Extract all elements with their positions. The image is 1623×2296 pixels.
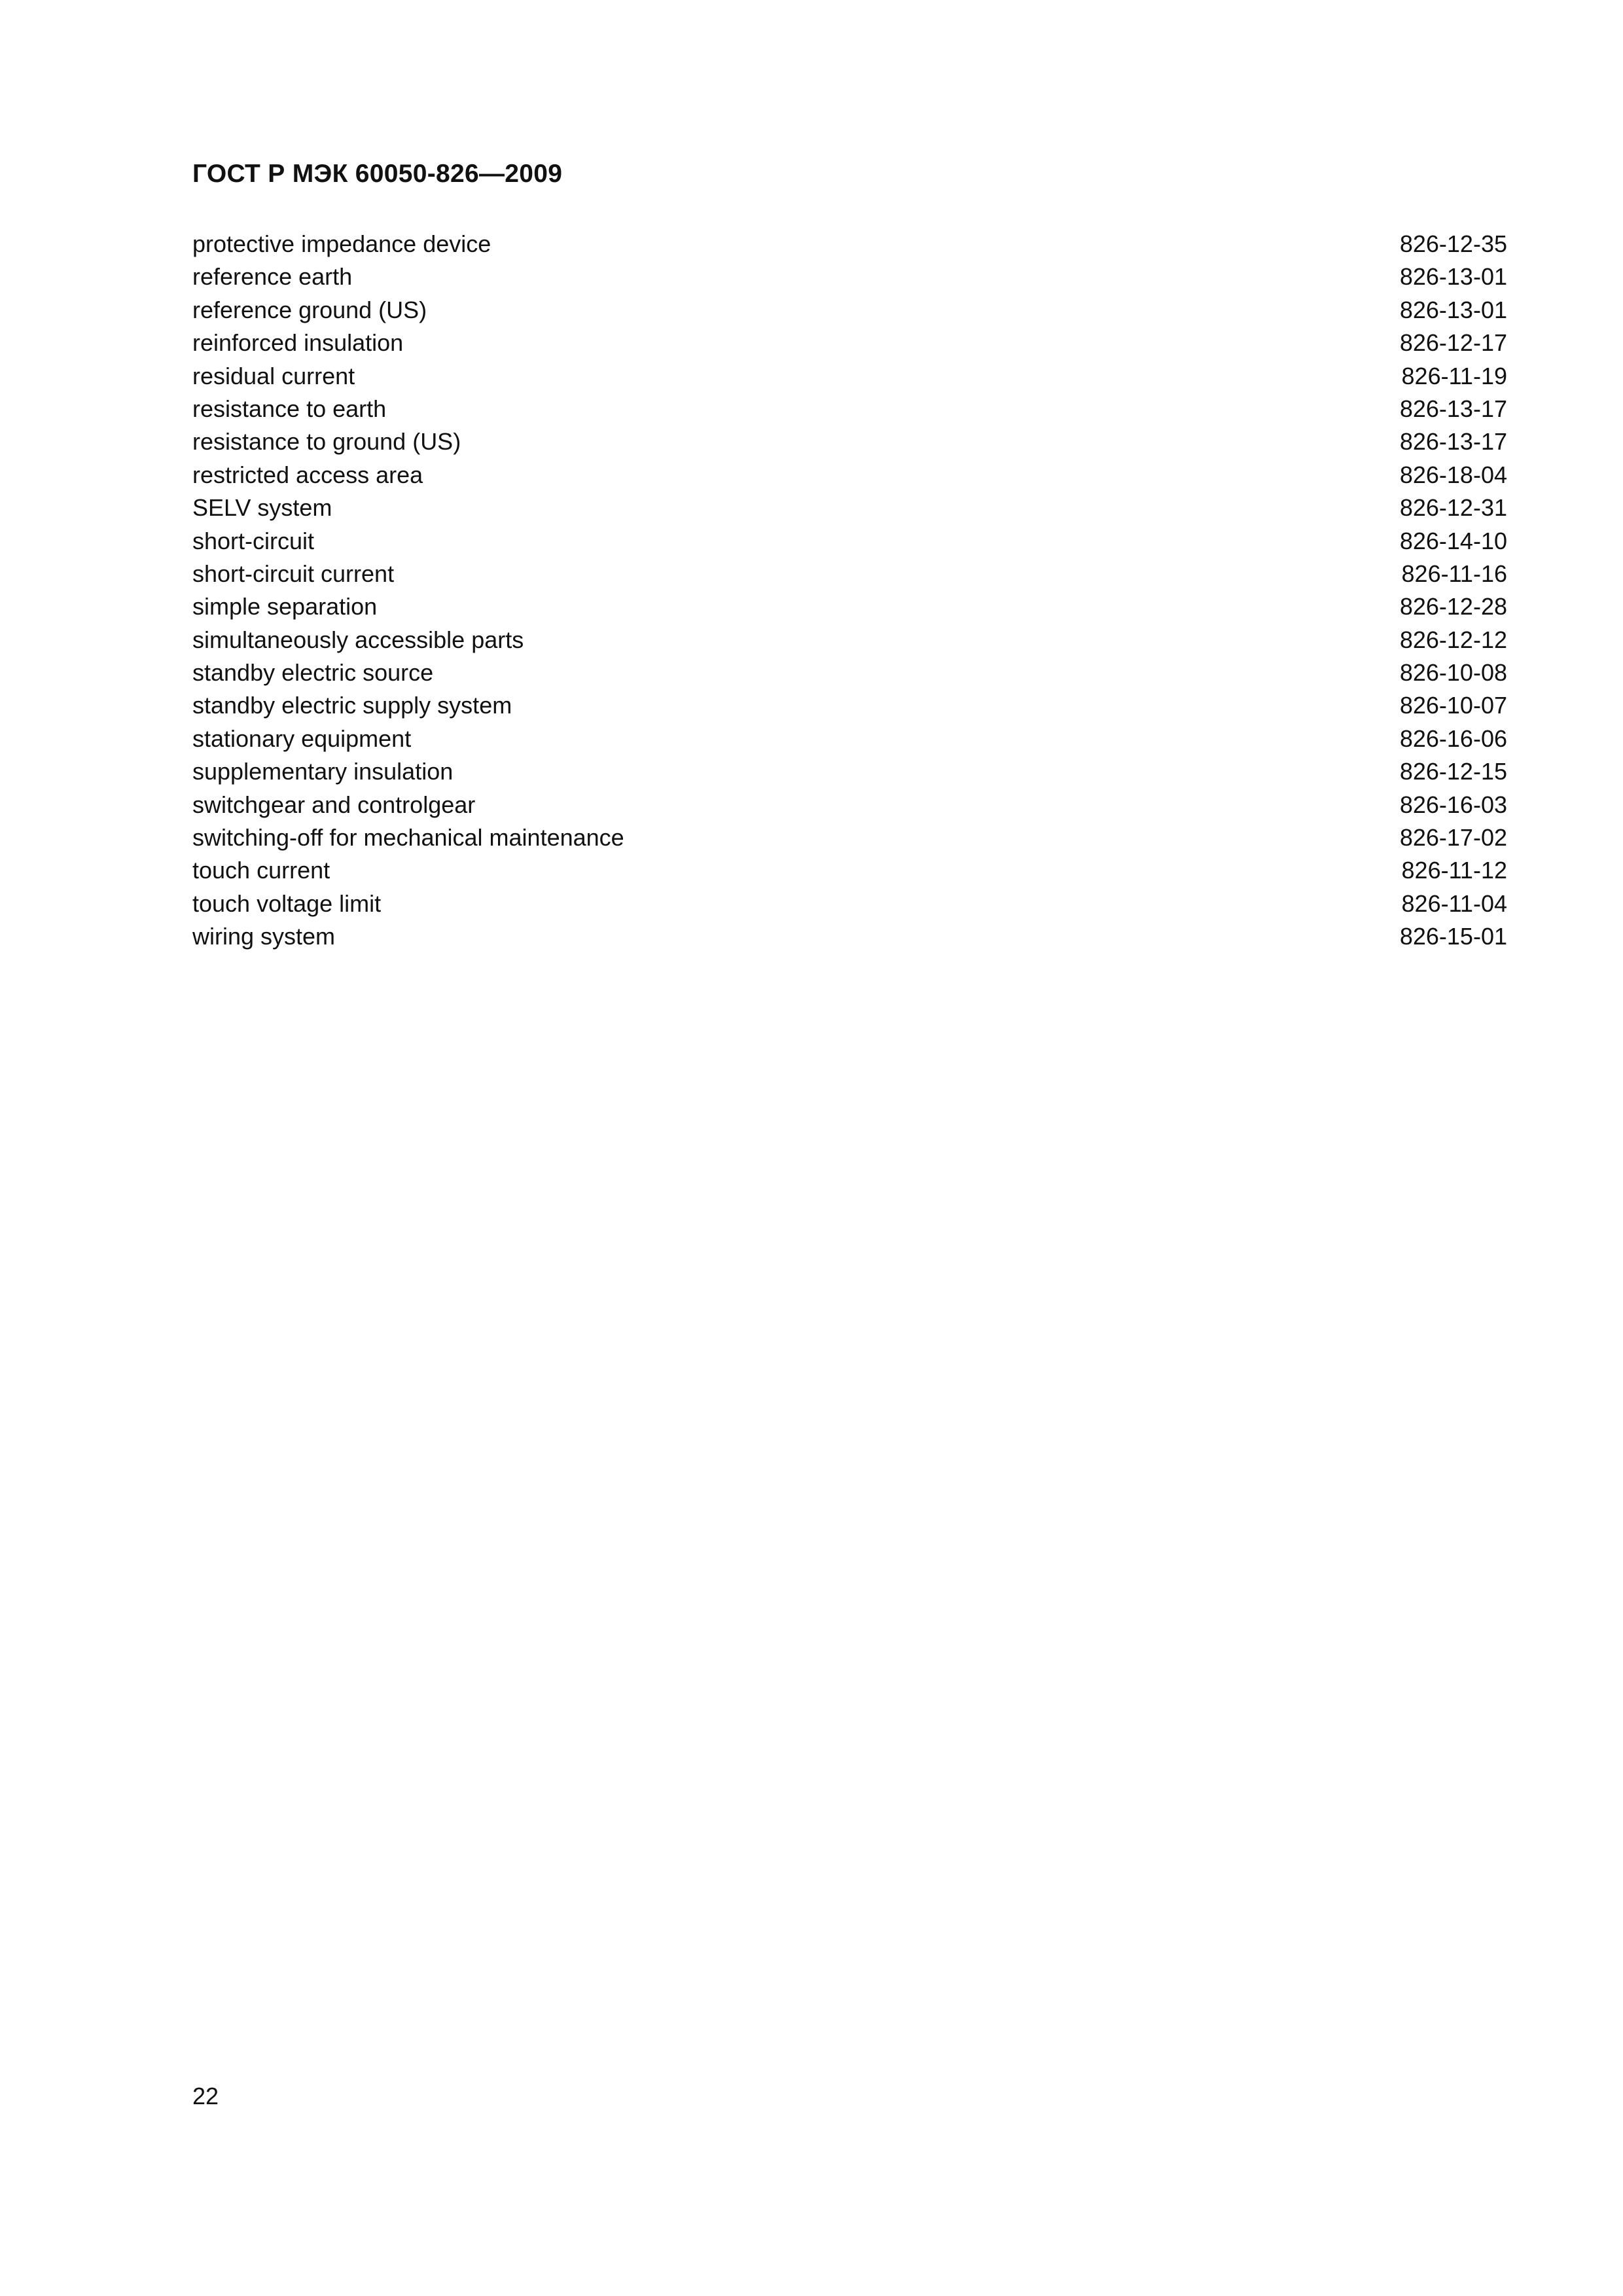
index-term: standby electric source [192,659,434,687]
index-term: touch voltage limit [192,889,382,917]
index-term: short-circuit current [192,560,395,587]
index-row [192,590,1507,623]
index-code: 826-12-31 [1399,494,1507,522]
index-code: 826-13-17 [1399,428,1507,456]
index-code: 826-14-10 [1399,527,1507,554]
index-term: resistance to ground (US) [192,428,461,456]
index-code: 826-10-07 [1399,692,1507,719]
index-term: reinforced insulation [192,329,404,357]
index-term: restricted access area [192,461,423,488]
index-row [192,689,1507,722]
index-term: protective impedance device [192,230,491,257]
index-row [192,723,1507,755]
index-code: 826-11-19 [1401,362,1507,389]
index-row [192,294,1507,327]
index-row [192,558,1507,590]
index-code: 826-13-17 [1399,395,1507,422]
index-code: 826-17-02 [1399,824,1507,852]
index-row [192,459,1507,492]
term-index-list [192,228,1507,954]
index-code: 826-16-06 [1399,725,1507,752]
index-code: 826-12-12 [1399,626,1507,653]
index-row [192,656,1507,689]
index-row [192,789,1507,821]
index-term: SELV system [192,494,332,522]
index-term: reference ground (US) [192,296,427,323]
document-header: ГОСТ Р МЭК 60050-826—2009 [192,160,563,188]
index-row [192,525,1507,558]
index-term: supplementary insulation [192,758,454,785]
index-term: standby electric supply system [192,692,512,719]
index-row [192,425,1507,458]
index-term: switchgear and controlgear [192,791,476,818]
index-code: 826-11-16 [1401,560,1507,587]
index-row [192,920,1507,953]
index-code: 826-18-04 [1399,461,1507,488]
index-term: touch current [192,857,330,884]
index-row [192,624,1507,656]
index-term: reference earth [192,263,353,291]
index-row [192,755,1507,788]
index-term: resistance to earth [192,395,387,422]
index-code: 826-15-01 [1399,923,1507,950]
index-term: simple separation [192,593,378,620]
index-row [192,360,1507,393]
index-code: 826-16-03 [1399,791,1507,818]
index-term: simultaneously accessible parts [192,626,524,653]
index-code: 826-12-35 [1399,230,1507,257]
index-term: short-circuit [192,527,315,554]
index-row [192,492,1507,524]
index-row [192,854,1507,887]
index-term: switching-off for mechanical maintenance [192,824,624,852]
index-code: 826-10-08 [1399,659,1507,687]
index-code: 826-13-01 [1399,296,1507,323]
index-code: 826-13-01 [1399,263,1507,291]
index-row [192,393,1507,425]
index-term: wiring system [192,923,336,950]
index-code: 826-12-28 [1399,593,1507,620]
index-term: residual current [192,362,355,389]
index-term: stationary equipment [192,725,412,752]
index-row [192,327,1507,359]
index-row [192,228,1507,260]
index-row [192,260,1507,293]
index-code: 826-11-04 [1401,889,1507,917]
page-number: 22 [192,2083,219,2109]
index-code: 826-12-15 [1399,758,1507,785]
index-row [192,821,1507,854]
index-code: 826-12-17 [1399,329,1507,357]
index-row [192,888,1507,920]
index-code: 826-11-12 [1401,857,1507,884]
